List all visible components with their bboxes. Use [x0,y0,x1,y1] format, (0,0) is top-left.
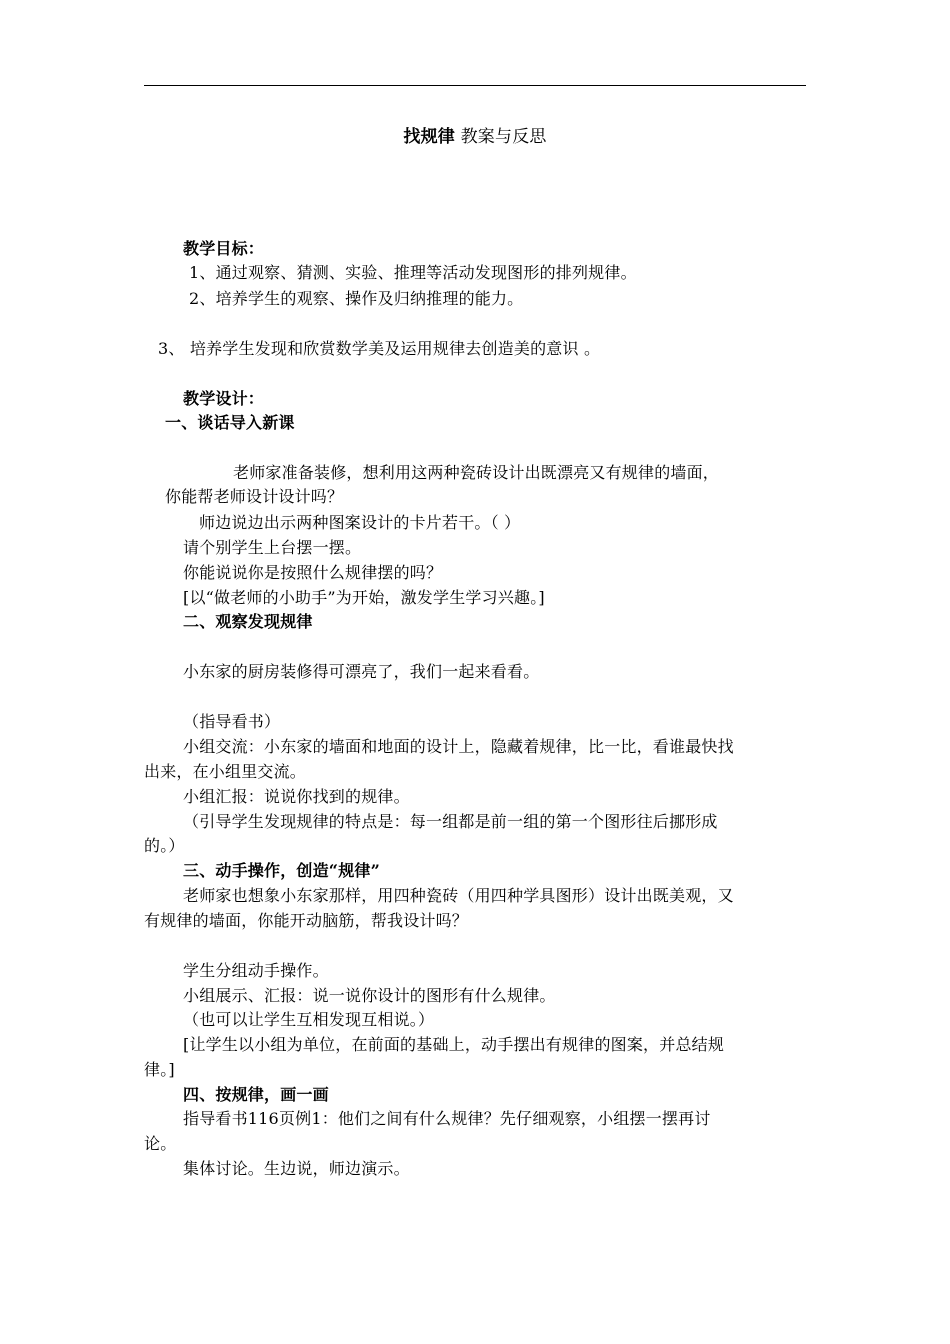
paragraph-line: 小组展示、汇报：说一说你设计的图形有什么规律。 [183,986,556,1005]
header-rule [144,85,806,86]
paragraph-line: 老师家也想象小东家那样，用四种瓷砖（用四种学具图形）设计出既美观，又 [183,886,734,905]
paragraph-line: 师边说边出示两种图案设计的卡片若干。（ ） [199,513,521,532]
paragraph-line: （也可以让学生互相发现互相说。） [183,1010,435,1029]
paragraph-line: [以“做老师的小助手”为开始，激发学生学习兴趣。] [183,588,545,607]
title-bold: 找规律 [403,127,455,147]
paragraph-line: 小组汇报：说说你找到的规律。 [183,787,410,806]
paragraph-line: 请个别学生上台摆一摆。 [183,538,362,557]
paragraph-line: 你能帮老师设计设计吗？ [165,487,344,506]
section-heading: 一、谈话导入新课 [165,413,295,432]
section-heading: 三、动手操作，创造“规律” [183,861,381,880]
paragraph-line: 律。] [144,1060,175,1079]
paragraph-line: 小组交流：小东家的墙面和地面的设计上，隐藏着规律，比一比，看谁最快找 [183,737,734,756]
section-heading: 四、按规律，画一画 [183,1085,329,1104]
paragraph-line: 小东家的厨房装修得可漂亮了，我们一起来看看。 [183,662,540,681]
goals-heading: 教学目标： [183,239,265,258]
paragraph-line: 出来，在小组里交流。 [144,762,307,781]
paragraph-line: 集体讨论。生边说，师边演示。 [183,1159,410,1178]
goal-item: 1、通过观察、猜测、实验、推理等活动发现图形的排列规律。 [189,263,637,282]
paragraph-line: （指导看书） [183,712,281,731]
goal-item: 2、培养学生的观察、操作及归纳推理的能力。 [189,289,524,308]
page-title [0,126,950,148]
paragraph-line: 有规律的墙面，你能开动脑筋，帮我设计吗？ [144,911,469,930]
section-heading: 二、观察发现规律 [183,612,313,631]
paragraph-line: 指导看书116页例1：他们之间有什么规律？先仔细观察，小组摆一摆再讨 [183,1109,711,1128]
paragraph-line: 你能说说你是按照什么规律摆的吗？ [183,563,443,582]
paragraph-line: [让学生以小组为单位，在前面的基础上，动手摆出有规律的图案，并总结规 [183,1035,725,1054]
paragraph-line: 老师家准备装修，想利用这两种瓷砖设计出既漂亮又有规律的墙面， [233,463,720,482]
title-rest: 教案与反思 [455,127,547,147]
design-heading: 教学设计： [183,389,265,408]
paragraph-line: （引导学生发现规律的特点是：每一组都是前一组的第一个图形往后挪形成 [183,812,718,831]
paragraph-line: 的。） [144,836,185,855]
goal-item: 3、 培养学生发现和欣赏数学美及运用规律去创造美的意识 。 [158,339,601,358]
paragraph-line: 论。 [144,1134,177,1153]
paragraph-line: 学生分组动手操作。 [183,961,329,980]
